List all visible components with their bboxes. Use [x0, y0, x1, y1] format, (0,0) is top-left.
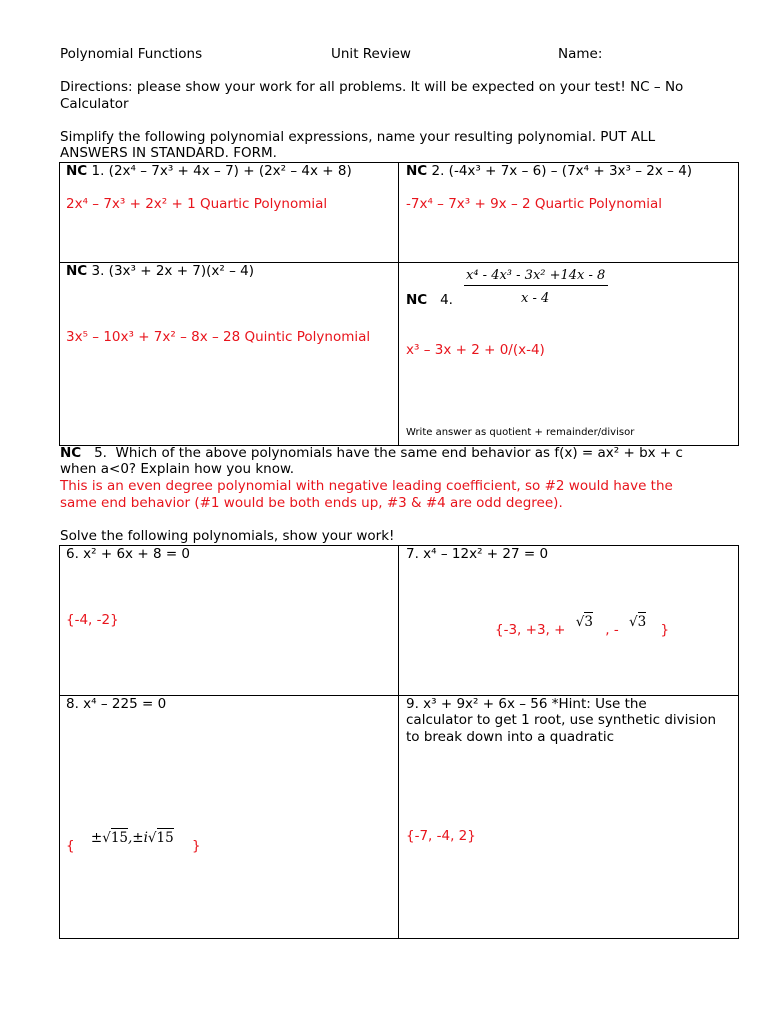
problem-9-line-1: 9. x³ + 9x² + 6x – 56 *Hint: Use the	[406, 696, 647, 712]
solve-instructions: Solve the following polynomials, show your work!	[60, 528, 395, 544]
problem-4-denominator: x - 4	[521, 291, 550, 306]
problem-6-question: 6. x² + 6x + 8 = 0	[66, 546, 191, 562]
problem-2-text: 2. (-4x³ + 7x – 6) – (7x⁴ + 3x³ – 2x – 4)	[427, 163, 693, 179]
name-label: Name:	[558, 46, 603, 62]
plus-minus-sqrt: ±√15,±i√15	[90, 830, 174, 846]
problem-4-numerator: x⁴ - 4x³ - 3x² +14x - 8	[466, 268, 606, 283]
problem-9-answer: {-7, -4, 2}	[406, 828, 476, 844]
sqrt-icon: √3	[629, 614, 647, 630]
problem-4-answer: x³ – 3x + 2 + 0/(x-4)	[406, 342, 545, 358]
nc-marker: NC	[60, 445, 82, 461]
problem-9-line-2: calculator to get 1 root, use synthetic division	[406, 712, 717, 728]
problem-3-question	[66, 263, 254, 280]
problem-4-fraction-bar	[464, 285, 608, 286]
directions-line-1: Directions: please show your work for all problems. It will be expected on your test! NC – No	[60, 79, 684, 95]
problem-6-answer: {-4, -2}	[66, 612, 119, 628]
problem-4-note: Write answer as quotient + remainder/divisor	[406, 427, 635, 438]
solve-table-divider-v	[398, 545, 399, 939]
open-brace: {	[66, 838, 75, 854]
answer-start: {-3, +3, +	[495, 622, 566, 638]
nc-marker: NC	[406, 163, 428, 179]
problem-7-answer	[495, 614, 670, 638]
simplify-instructions-line-2: ANSWERS IN STANDARD. FORM.	[60, 145, 277, 161]
question-5-answer-line-2: same end behavior (#1 would be both ends up, #3 & #4 are odd degree).	[60, 495, 563, 511]
unit-title: Unit Review	[331, 46, 411, 62]
close-brace: }	[192, 838, 201, 854]
simplify-instructions-line-1: Simplify the following polynomial expressions, name your resulting polynomial. PUT ALL	[60, 129, 656, 145]
problem-1-text: 1. (2x⁴ – 7x³ + 4x – 7) + (2x² – 4x + 8)	[87, 163, 352, 179]
directions-line-2: Calculator	[60, 96, 129, 112]
answer-mid: , -	[605, 622, 619, 638]
problem-8-question: 8. x⁴ – 225 = 0	[66, 696, 167, 712]
problem-3-answer: 3x⁵ – 10x³ + 7x² – 8x – 28 Quintic Polynomial	[66, 329, 371, 345]
problem-9-line-3: to break down into a quadratic	[406, 729, 615, 745]
nc-marker: NC	[66, 163, 88, 179]
problem-2-answer: -7x⁴ – 7x³ + 9x – 2 Quartic Polynomial	[406, 196, 663, 212]
problem-2-question	[406, 163, 692, 180]
problem-8-answer	[66, 830, 201, 854]
question-5-line-2: when a<0? Explain how you know.	[60, 461, 295, 477]
solve-table	[59, 545, 739, 939]
sqrt-icon: √3	[575, 614, 593, 630]
problem-1-answer: 2x⁴ – 7x³ + 2x² + 1 Quartic Polynomial	[66, 196, 328, 212]
question-5-answer-line-1: This is an even degree polynomial with negative leading coefficient, so #2 would have the	[60, 478, 673, 494]
problem-4-label	[406, 292, 453, 309]
problem-7-question: 7. x⁴ – 12x² + 27 = 0	[406, 546, 549, 562]
nc-marker: NC	[66, 263, 88, 279]
problem-1-question	[66, 163, 352, 180]
answer-end: }	[660, 622, 670, 638]
simplify-table-divider-v	[398, 162, 399, 446]
course-title: Polynomial Functions	[60, 46, 203, 62]
nc-marker: NC	[406, 292, 428, 308]
question-5-line-1	[60, 445, 683, 462]
question-5-text: 5. Which of the above polynomials have the same end behavior as f(x) = ax² + bx + c	[81, 445, 683, 461]
problem-4-number: 4.	[440, 292, 453, 308]
problem-3-text: 3. (3x³ + 2x + 7)(x² – 4)	[87, 263, 255, 279]
